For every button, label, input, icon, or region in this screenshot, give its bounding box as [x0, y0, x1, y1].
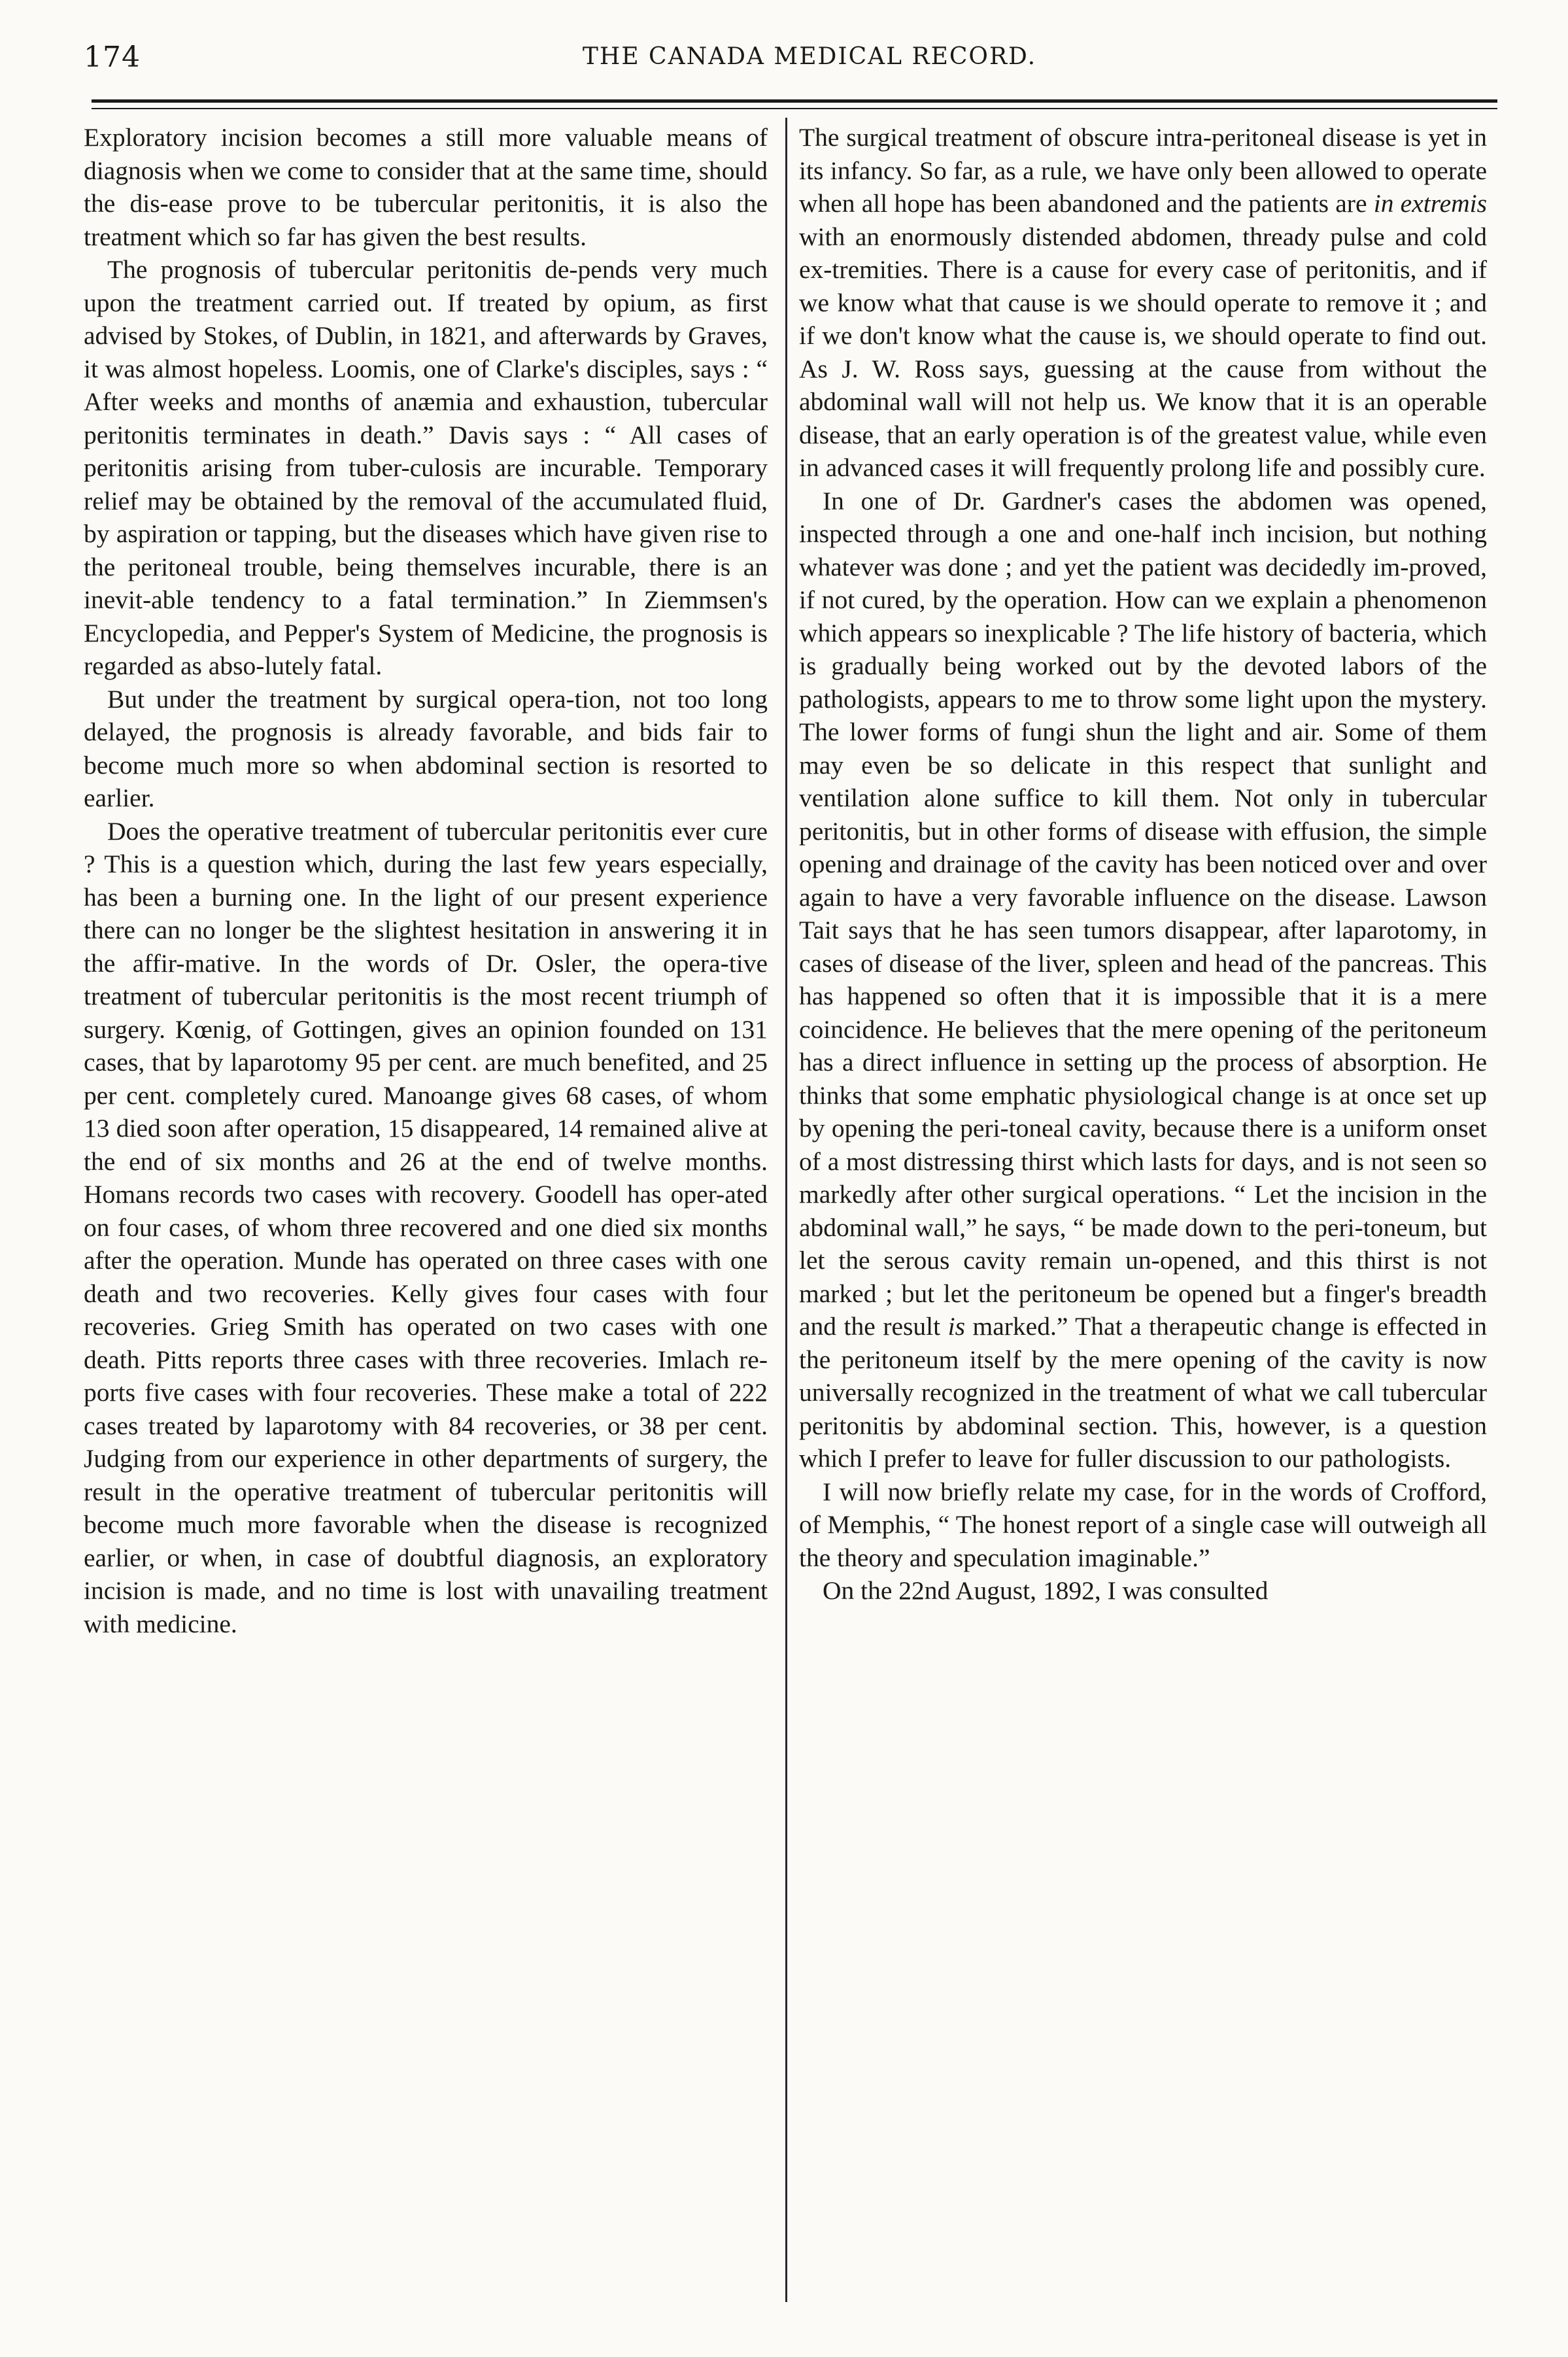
italic-text: in extremis [1373, 189, 1488, 218]
paragraph: Does the operative treatment of tubercular peritonitis ever cure ? This is a question which, during the last few years especially, has been a burning one. In the light of our present experience there can no longer be the slightest hesitation in answering it in the affir-mative. In the words of Dr. Osler, the opera-tive treatment of tubercular peritonitis is the most recent triumph of surgery. Kœnig, of Gottingen, gives an opinion founded on 131 cases, that by laparotomy 95 per cent. are much benefited, and 25 per cent. completely cured. Manoange gives 68 cases, of whom 13 died soon after operation, 15 disappeared, 14 remained alive at the end of six months and 26 at the end of twelve months. Homans records two cases with recovery. Goodell has oper-ated on four cases, of whom three recovered and one died six months after the operation. Munde has operated on three cases with one death and two recoveries. Kelly gives four cases with four recoveries. Grieg Smith has operated on two cases with one death. Pitts reports three cases with three recoveries. Imlach re-ports five cases with four recoveries. These make a total of 222 cases treated by laparotomy with 84 recoveries, or 38 per cent. Judging from our experience in other departments of surgery, the result in the operative treatment of tubercular peritonitis will become much more favorable when the disease is recognized earlier, or when, in case of doubtful diagnosis, an exploratory incision is made, and no time is lost with unavailing treatment with medicine. [84, 816, 768, 1638]
left-column [84, 121, 768, 1640]
paragraph: The prognosis of tubercular peritonitis de-pends very much upon the treatment carried out. If treated by opium, as first advised by Stokes, of Dublin, in 1821, and afterwards by Graves, it was almost hopeless. Loomis, one of Clarke's disciples, says : “ After weeks and months of anæmia and exhaustion, tubercular peritonitis terminates in death.” Davis says : “ All cases of peritonitis arising from tuber-culosis are incurable. Temporary relief may be obtained by the removal of the accumulated fluid, by aspiration or tapping, but the diseases which have given rise to the peritoneal trouble, being themselves incurable, there is an inevit-able tendency to a fatal termination.” In Ziemmsen's Encyclopedia, and Pepper's System of Medicine, the prognosis is regarded as abso-lutely fatal. [84, 255, 768, 680]
text-run: In one of Dr. Gardner's cases the abdomen was opened, inspected through a one and one-half inch incision, but nothing whatever was done ; and yet the patient was decidedly im-proved, if not cured, by the operation. How can we explain a phenomenon which appears so inexplicable ? The life history of bacteria, which is gradually being worked out by the devoted labors of the pathologists, appears to me to throw some light upon the mystery. The lower forms of fungi shun the light and air. Some of them may even be so delicate in this respect that sunlight and ventilation alone suffice to kill them. Not only in tubercular peritonitis, but in other forms of disease with effusion, the simple opening and drainage of the cavity has been noticed over and over again to have a very favorable influence on the disease. Lawson Tait says that he has seen tumors disappear, after laparotomy, in cases of disease of the liver, spleen and head of the pancreas. This has happened so often that it is impossible that it is a mere coincidence. He believes that the mere opening of the peritoneum has a direct influence in setting up the process of absorption. He thinks that some emphatic physiological change is at once set up by opening the peri-toneal cavity, because there is a uniform onset of a most distressing thirst which lasts for days, and is not seen so markedly after other surgical operations. “ Let the incision in the abdominal wall,” he says, “ be made down to the peri-toneum, but let the serous cavity remain un-opened, and this thirst is not marked ; but let the peritoneum be opened but a finger's breadth and the result [799, 486, 1487, 1341]
text-run: marked.” That a therapeutic change is effected in the peritoneum itself by the mere opening of the cavity is now universally recognized in the treatment of what we call tubercular peritonitis by abdominal section. This, however, is a question which I prefer to leave for fuller discussion to our pathologists. [799, 1312, 1488, 1473]
running-head: THE CANADA MEDICAL RECORD. [582, 43, 1037, 70]
text-run: with an enormously distended abdomen, thready pulse and cold ex-tremities. There is a cause for every case of peritonitis, and if we know what that cause is we should operate to remove it ; and if we don't know what the cause is, we should operate to find out. As J. W. Ross says, guessing at the cause from without the abdominal wall will not help us. We know that it is an operable disease, that an early operation is of the greatest value, while even in advanced cases it will frequently prolong life and possibly cure. [799, 222, 1487, 482]
paragraph: I will now briefly relate my case, for in the words of Crofford, of Memphis, “ The honest report of a single case will outweigh all the theory and speculation imaginable.” [799, 1477, 1487, 1572]
header-rule-thin [92, 108, 1497, 109]
paragraph: But under the treatment by surgical opera-tion, not too long delayed, the prognosis is already favorable, and bids fair to become much more so when abdominal section is resorted to earlier. [84, 684, 768, 812]
header-rule-thick [92, 99, 1497, 103]
page-number: 174 [84, 41, 141, 74]
text-run: The surgical treatment of obscure intra-peritoneal disease is yet in its infancy. So far, as a rule, we have only been allowed to operate when all hope has been abandoned and the patients are [799, 123, 1487, 218]
paragraph [799, 485, 1487, 1475]
right-column [799, 121, 1487, 1608]
paragraph: Exploratory incision becomes a still more valuable means of diagnosis when we come to consider that at the same time, should the dis-ease prove to be tubercular peritonitis, it is also the treatment which so far has given the best results. [84, 123, 768, 251]
column-divider [785, 118, 787, 2302]
page-header [84, 41, 1496, 86]
paragraph: On the 22nd August, 1892, I was consulted [823, 1576, 1269, 1605]
italic-text: is [947, 1312, 965, 1341]
paragraph [799, 121, 1487, 485]
